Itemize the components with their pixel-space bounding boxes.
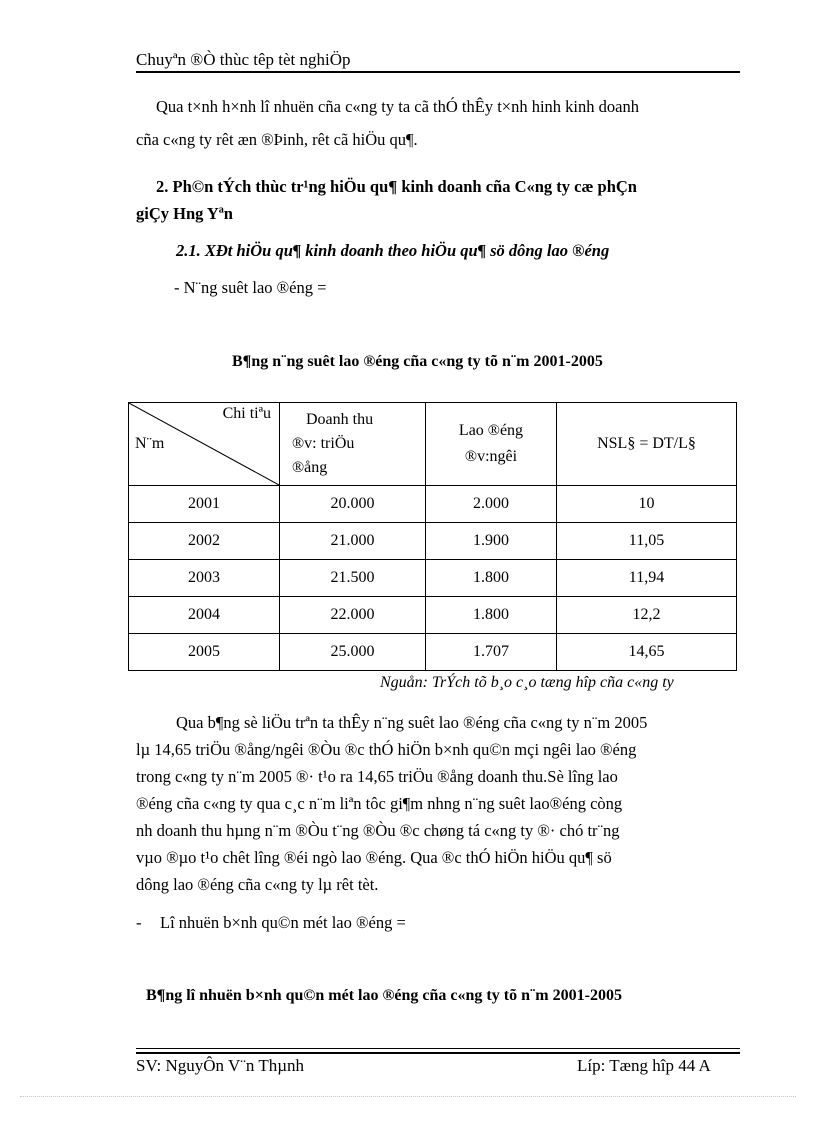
cell-year: 2004 [129, 597, 280, 634]
footer-rule-top [136, 1048, 740, 1049]
footer-student-name: SV: NguyÔn V¨n Thµnh [136, 1056, 304, 1075]
paragraph-2-line-5: nh doanh thu hµng n¨m ®Òu t¨ng ®Òu ®c chøng tá c«ng ty ®· chó tr¨ng [136, 821, 620, 840]
cell-revenue: 25.000 [280, 634, 426, 671]
header-doanh-thu [280, 403, 426, 486]
header-doanh-thu-line-3: ®ång [292, 459, 328, 476]
table-row [129, 560, 737, 597]
cell-revenue: 21.000 [280, 523, 426, 560]
table-row [129, 634, 737, 671]
section-2-heading-line-2: giÇy Hng Yªn [136, 204, 233, 223]
table-row [129, 486, 737, 523]
profit-formula-dash: - [136, 913, 142, 932]
header-chi-tieu: Chi tiªu [222, 405, 271, 422]
cell-revenue: 22.000 [280, 597, 426, 634]
cell-year: 2001 [129, 486, 280, 523]
productivity-table [128, 402, 737, 671]
cell-labor: 1.900 [426, 523, 557, 560]
header-rule [136, 71, 740, 73]
paragraph-2-line-7: dông lao ®éng cña c«ng ty lµ rêt tèt. [136, 875, 379, 894]
cell-year: 2003 [129, 560, 280, 597]
table-header-row [129, 403, 737, 486]
table-row [129, 523, 737, 560]
cell-productivity: 14,65 [557, 634, 737, 671]
footer-class: Líp: Tæng hîp 44 A [577, 1056, 711, 1075]
header-nsl: NSL§ = DT/L§ [557, 403, 737, 486]
table-row [129, 597, 737, 634]
header-doanh-thu-line-2: ®v: triÖu [292, 435, 355, 452]
section-2-1-heading: 2.1. XÐt hiÖu qu¶ kinh doanh theo hiÖu qu¶ sö dông lao ®éng [176, 241, 610, 260]
paragraph-2-line-4: ®éng cña c«ng ty qua c¸c n¨m liªn tôc gi¶m nhng n¨ng suêt lao®éng còng [136, 794, 623, 813]
paragraph-1-line-1: Qua t×nh h×nh lî nhuën cña c«ng ty ta cã thÓ thÊy t×nh hinh kinh doanh [156, 97, 639, 116]
header-doanh-thu-line-1: Doanh thu [306, 411, 374, 428]
section-2-heading-line-1: 2. Ph©n tÝch thùc tr¹ng hiÖu qu¶ kinh doanh cña C«ng ty cæ phÇn [156, 177, 637, 196]
cell-productivity: 11,94 [557, 560, 737, 597]
paragraph-2-line-1: Qua b¶ng sè liÖu trªn ta thÊy n¨ng suêt lao ®éng cña c«ng ty n¨m 2005 [176, 713, 648, 732]
paragraph-1-line-2: cña c«ng ty rêt æn ®Þinh, rêt cã hiÖu qu¶. [136, 130, 418, 149]
cell-year: 2005 [129, 634, 280, 671]
cell-productivity: 12,2 [557, 597, 737, 634]
table-1-caption: B¶ng n¨ng suêt lao ®éng cña c«ng ty tõ n¨m 2001-2005 [232, 353, 603, 370]
header-lao-dong-line-1: Lao ®éng [458, 422, 524, 439]
cell-revenue: 20.000 [280, 486, 426, 523]
table-2-caption: B¶ng lî nhuën b×nh qu©n mét lao ®éng cña c«ng ty tõ n¨m 2001-2005 [146, 987, 622, 1004]
page-header-title: Chuyªn ®Ò thùc têp tèt nghiÖp [136, 50, 351, 69]
cell-labor: 1.800 [426, 560, 557, 597]
table-source-note: Nguån: TrÝch tõ b¸o c¸o tæng hîp cña c«ng ty [380, 674, 674, 691]
cell-year: 2002 [129, 523, 280, 560]
paragraph-2-line-6: vµo ®µo t¹o chêt lîng ®éi ngò lao ®éng. Qua ®c thÓ hiÖn hiÖu qu¶ sö [136, 848, 612, 867]
header-lao-dong-line-2: ®v:ngêi [464, 448, 518, 465]
footer-rule-bottom [136, 1052, 740, 1054]
cell-productivity: 10 [557, 486, 737, 523]
cell-labor: 1.707 [426, 634, 557, 671]
header-nam: N¨m [135, 435, 165, 452]
paragraph-2-line-2: lµ 14,65 triÖu ®ång/ngêi ®Òu ®c thÓ hiÖn b×nh qu©n mçi ngêi lao ®éng [136, 740, 637, 759]
header-lao-dong [426, 403, 557, 486]
cell-revenue: 21.500 [280, 560, 426, 597]
cell-labor: 2.000 [426, 486, 557, 523]
cell-productivity: 11,05 [557, 523, 737, 560]
productivity-formula: - N¨ng suêt lao ®éng = [174, 278, 327, 297]
page-bottom-divider [20, 1096, 796, 1097]
cell-labor: 1.800 [426, 597, 557, 634]
profit-formula: Lî nhuën b×nh qu©n mét lao ®éng = [160, 913, 406, 932]
header-diagonal-cell [129, 403, 280, 486]
paragraph-2-line-3: trong c«ng ty n¨m 2005 ®· t¹o ra 14,65 triÖu ®ång doanh thu.Sè lîng lao [136, 767, 618, 786]
